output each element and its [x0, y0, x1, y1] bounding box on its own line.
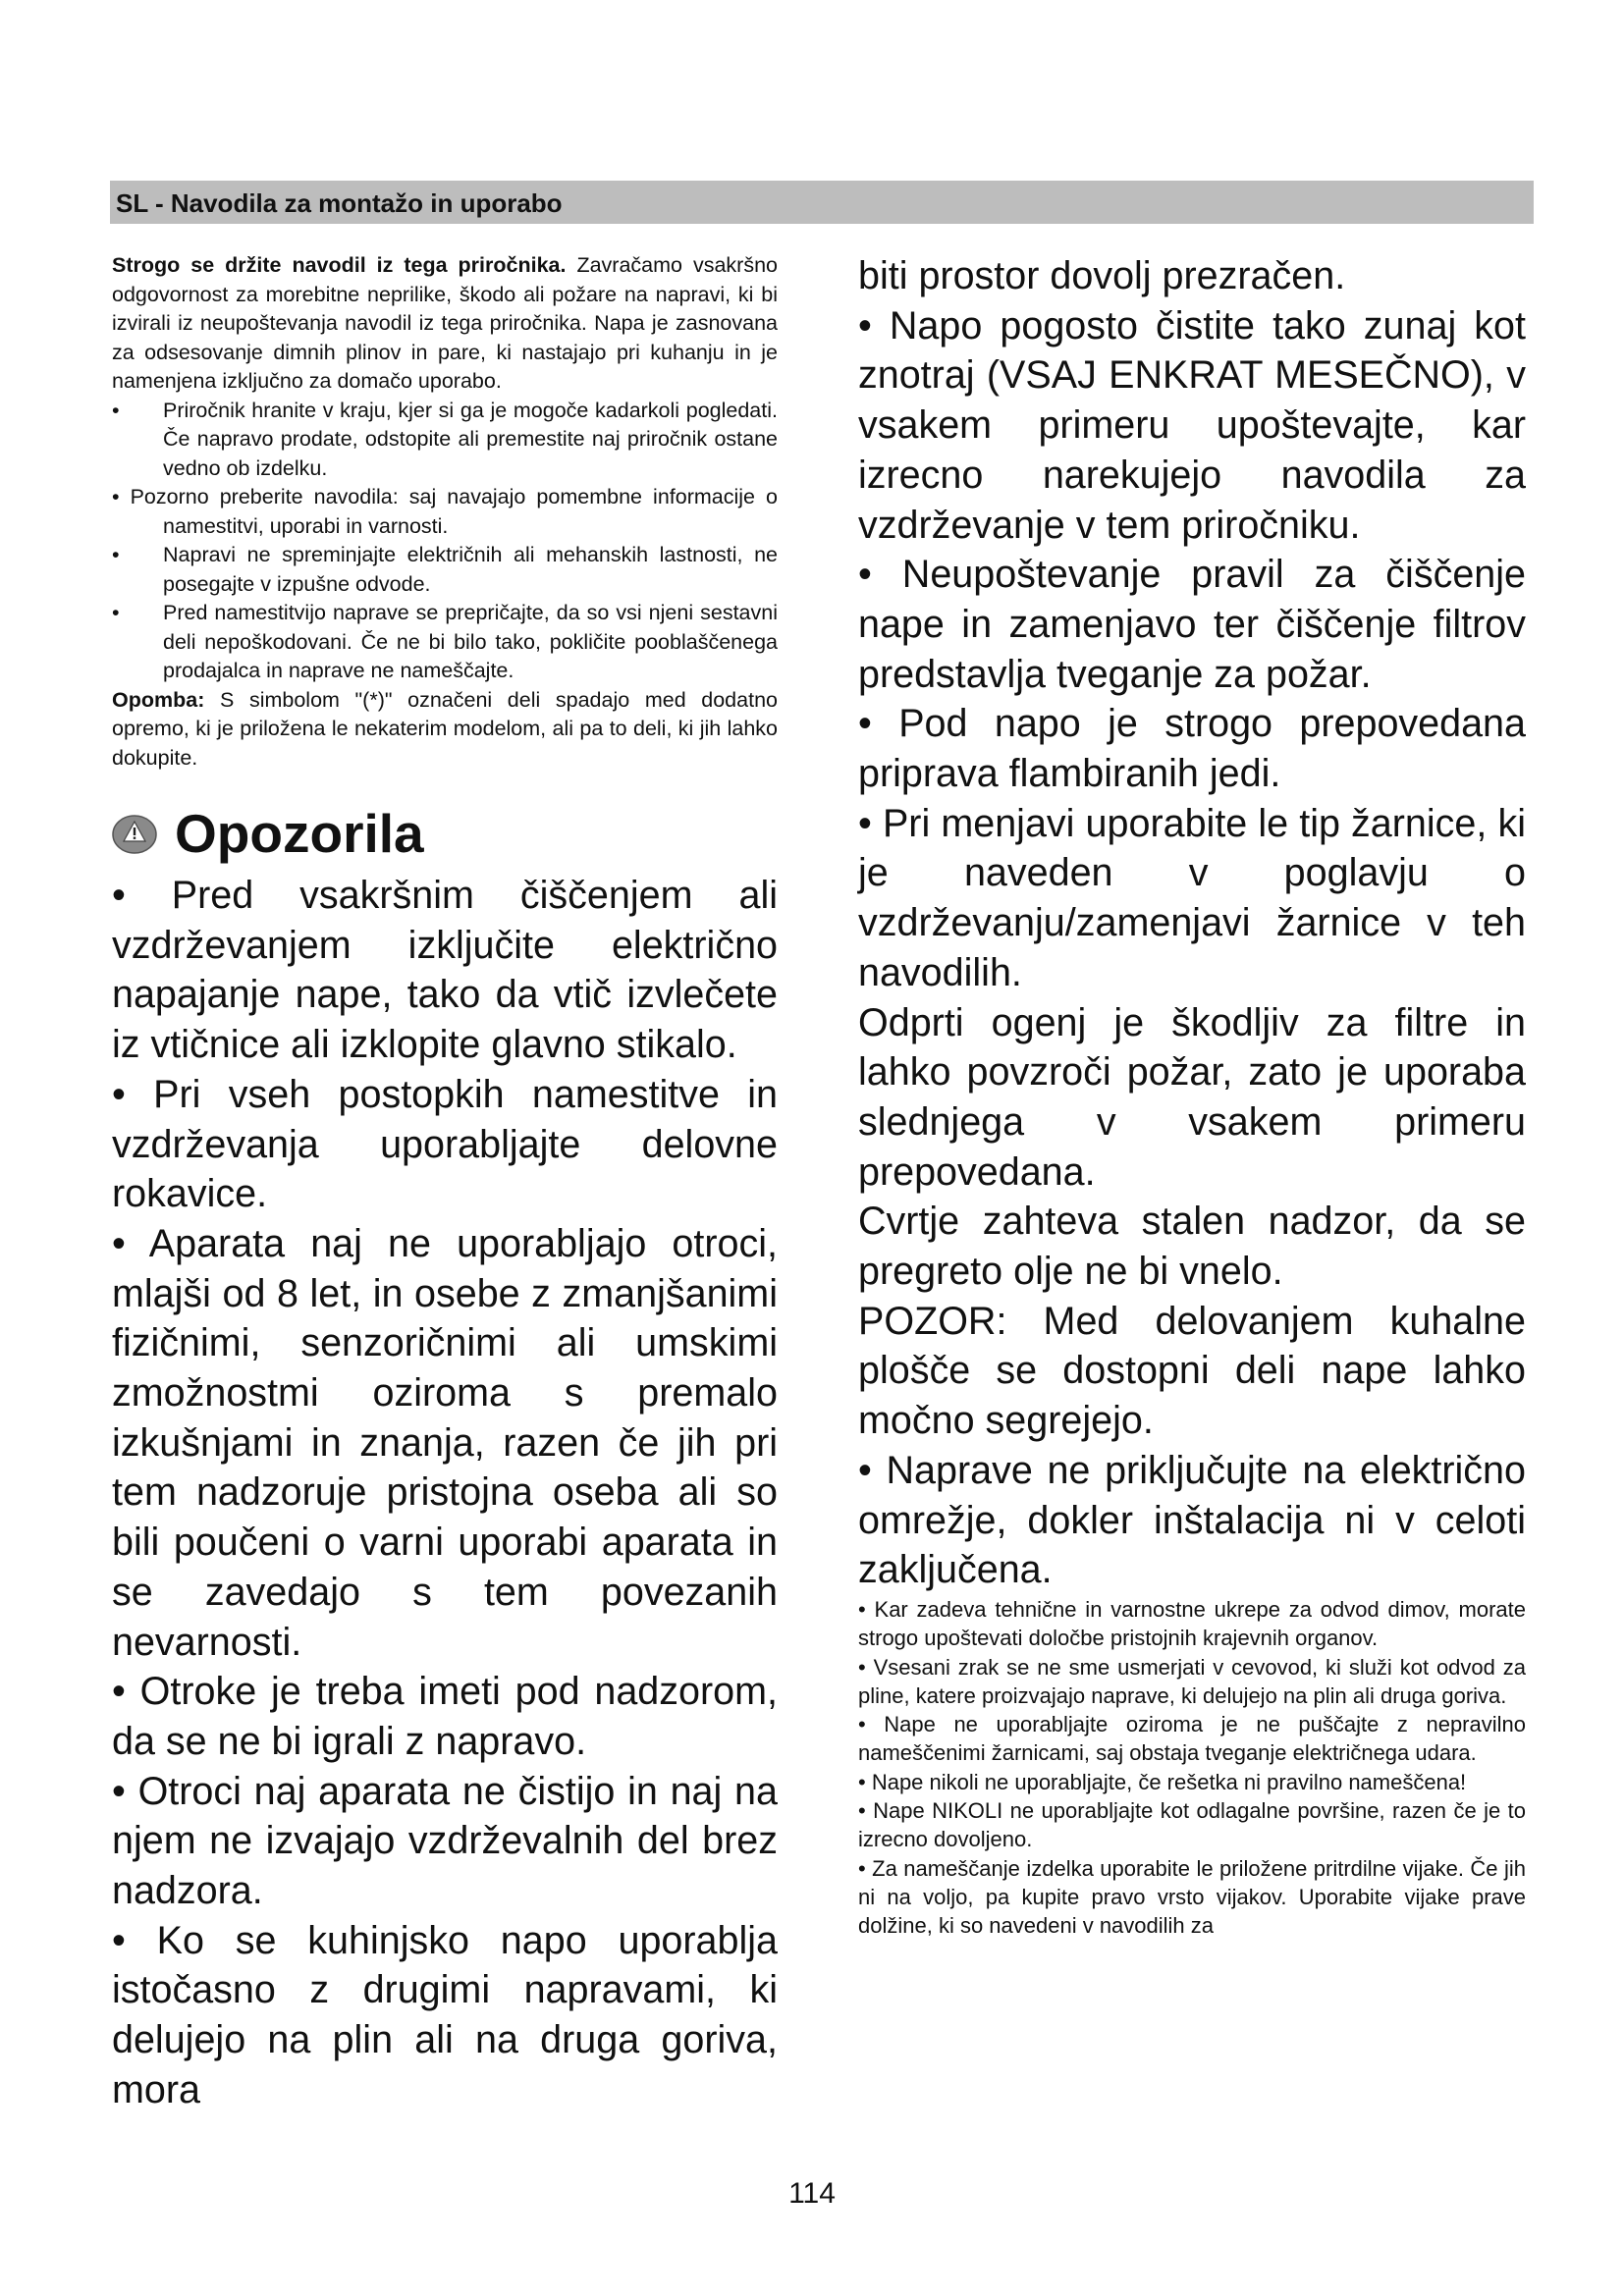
- note-paragraph: [112, 686, 778, 774]
- warning-triangle-icon: [112, 811, 157, 856]
- warning-paragraph: biti prostor dovolj prezračen.: [858, 254, 1346, 297]
- warnings-title: Opozorila: [175, 803, 424, 864]
- warning-paragraph: • Otroke je treba imeti pod nadzorom, da se ne bi igrali z napravo.: [112, 1670, 778, 1763]
- section-header-bar: [110, 181, 1534, 224]
- warnings-heading: [112, 802, 778, 865]
- warning-paragraph: • Napo pogosto čistite tako zunaj kot znotraj (VSAJ ENKRAT MESEČNO), v vsakem primeru upoštevajte, kar izrecno narekujejo navodila za vzdrževanje v tem priročniku.: [858, 303, 1526, 547]
- warning-paragraph: • Ko se kuhinjsko napo uporablja istočasno z drugimi napravami, ki delujejo na plin ali na druga goriva, mora: [112, 1918, 778, 2111]
- list-item: [112, 599, 778, 686]
- bullet-marker: •: [112, 485, 120, 508]
- warning-paragraph: • Pri vseh postopkih namestitve in vzdrževanja uporabljajte delovne rokavice.: [112, 1072, 778, 1216]
- bullet-marker: •: [112, 398, 120, 422]
- bullet-marker: •: [112, 601, 120, 624]
- safety-paragraph: • Nape nikoli ne uporabljajte, če rešetka ni pravilno nameščena!: [858, 1769, 1467, 1794]
- warning-paragraph: • Naprave ne priključujte na električno omrežje, dokler inštalacija ni v celoti zaključena.: [858, 1448, 1526, 1592]
- list-item-text: Pred namestitvijo naprave se prepričajte, da so vsi njeni sestavni deli nepoškodovani. Če ne bi bilo tako, pokličite pooblaščenega prodajalca in naprave ne nameščajte.: [163, 601, 778, 682]
- list-item: [112, 483, 778, 541]
- intro-paragraph: [112, 251, 778, 397]
- intro-bold-text: Strogo se držite navodil iz tega priročnika.: [112, 253, 567, 277]
- safety-paragraph: • Vsesani zrak se ne sme usmerjati v cevovod, ki služi kot odvod za pline, katere proizvajajo naprave, ki delujejo na plin ali druga goriva.: [858, 1654, 1526, 1708]
- intro-bullet-list: [112, 397, 778, 686]
- page-number: 114: [788, 2177, 836, 2210]
- list-item-text: Napravi ne spreminjajte električnih ali mehanskih lastnosti, ne posegajte v izpušne odvode.: [163, 543, 778, 596]
- warning-paragraph: • Pod napo je strogo prepovedana priprava flambiranih jedi.: [858, 702, 1526, 796]
- list-item: [112, 541, 778, 599]
- warning-paragraph: • Pred vsakršnim čiščenjem ali vzdrževanjem izključite električno napajanje nape, tako da vtič izvlečete iz vtičnice ali izklopite glavno stikalo.: [112, 874, 778, 1067]
- safety-paragraph: • Nape ne uporabljajte oziroma je ne puščajte z nepravilno nameščenimi žarnicami, saj obstaja tveganje električnega udara.: [858, 1712, 1526, 1766]
- list-item-text: Priročnik hranite v kraju, kjer si ga je mogoče kadarkoli pogledati. Če napravo prodate, odstopite ali premestite naj priročnik ostane vedno ob izdelku.: [163, 398, 778, 480]
- note-label: Opomba:: [112, 687, 205, 712]
- note-text: S simbolom "(*)" označeni deli spadajo med dodatno opremo, ki je priložena le nekaterim modelom, ali pa to deli, ki jih lahko dokupite.: [112, 687, 778, 770]
- warning-paragraph: POZOR: Med delovanjem kuhalne plošče se dostopni deli nape lahko močno segrejejo.: [858, 1299, 1526, 1443]
- safety-paragraph: • Za nameščanje izdelka uporabite le priložene pritrdilne vijake. Če jih ni na voljo, pa kupite pravo vrsto vijakov. Uporabite vijake prave dolžine, ki so navedeni v navodilih za: [858, 1855, 1526, 1939]
- safety-paragraph: • Nape NIKOLI ne uporabljajte kot odlagalne površine, razen če je to izrecno dovoljeno.: [858, 1798, 1526, 1852]
- list-item-text: Pozorno preberite navodila: saj navajajo pomembne informacije o namestitvi, uporabi in varnosti.: [130, 485, 778, 538]
- warning-paragraph: Cvrtje zahteva stalen nadzor, da se pregreto olje ne bi vnelo.: [858, 1200, 1526, 1294]
- warning-paragraph: • Neupoštevanje pravil za čiščenje nape in zamenjavo ter čiščenje filtrov predstavlja tveganje za požar.: [858, 553, 1526, 696]
- left-column: [112, 251, 778, 2115]
- warning-paragraph: • Pri menjavi uporabite le tip žarnice, ki je naveden v poglavju o vzdrževanju/zamenjavi žarnice v teh navodilih.: [858, 801, 1526, 994]
- bullet-marker: •: [112, 543, 120, 566]
- right-column: [858, 251, 1526, 1941]
- list-item: [112, 397, 778, 484]
- warning-paragraph: • Otroci naj aparata ne čistijo in naj na njem ne izvajajo vzdrževalnih del brez nadzora.: [112, 1769, 778, 1913]
- warning-paragraph: Odprti ogenj je škodljiv za filtre in lahko povzroči požar, zato je uporaba slednjega v vsakem primeru prepovedana.: [858, 1000, 1526, 1194]
- section-header-title: SL - Navodila za montažo in uporabo: [116, 188, 563, 218]
- warning-paragraph: • Aparata naj ne uporabljajo otroci, mlajši od 8 let, in osebe z zmanjšanimi fizičnimi, senzoričnimi ali umskimi zmožnostmi oziroma s premalo izkušnjami in znanja, razen če jih pri tem nadzoruje pristojna oseba ali so bili poučeni o varni uporabi aparata in se zavedajo s tem povezanih nevarnosti.: [112, 1221, 778, 1664]
- safety-paragraph: • Kar zadeva tehnične in varnostne ukrepe za odvod dimov, morate strogo upoštevati določbe pristojnih krajevnih organov.: [858, 1596, 1526, 1651]
- intro-text: Zavračamo vsakršno odgovornost za morebitne neprilike, škodo ali požare na napravi, ki bi izvirali iz neupoštevanja navodil iz tega priročnika. Napa je zasnovana za odsesovanje dimnih plinov in pare, ki nastajajo pri kuhanju in je namenjena izključno za domačo uporabo.: [112, 253, 778, 393]
